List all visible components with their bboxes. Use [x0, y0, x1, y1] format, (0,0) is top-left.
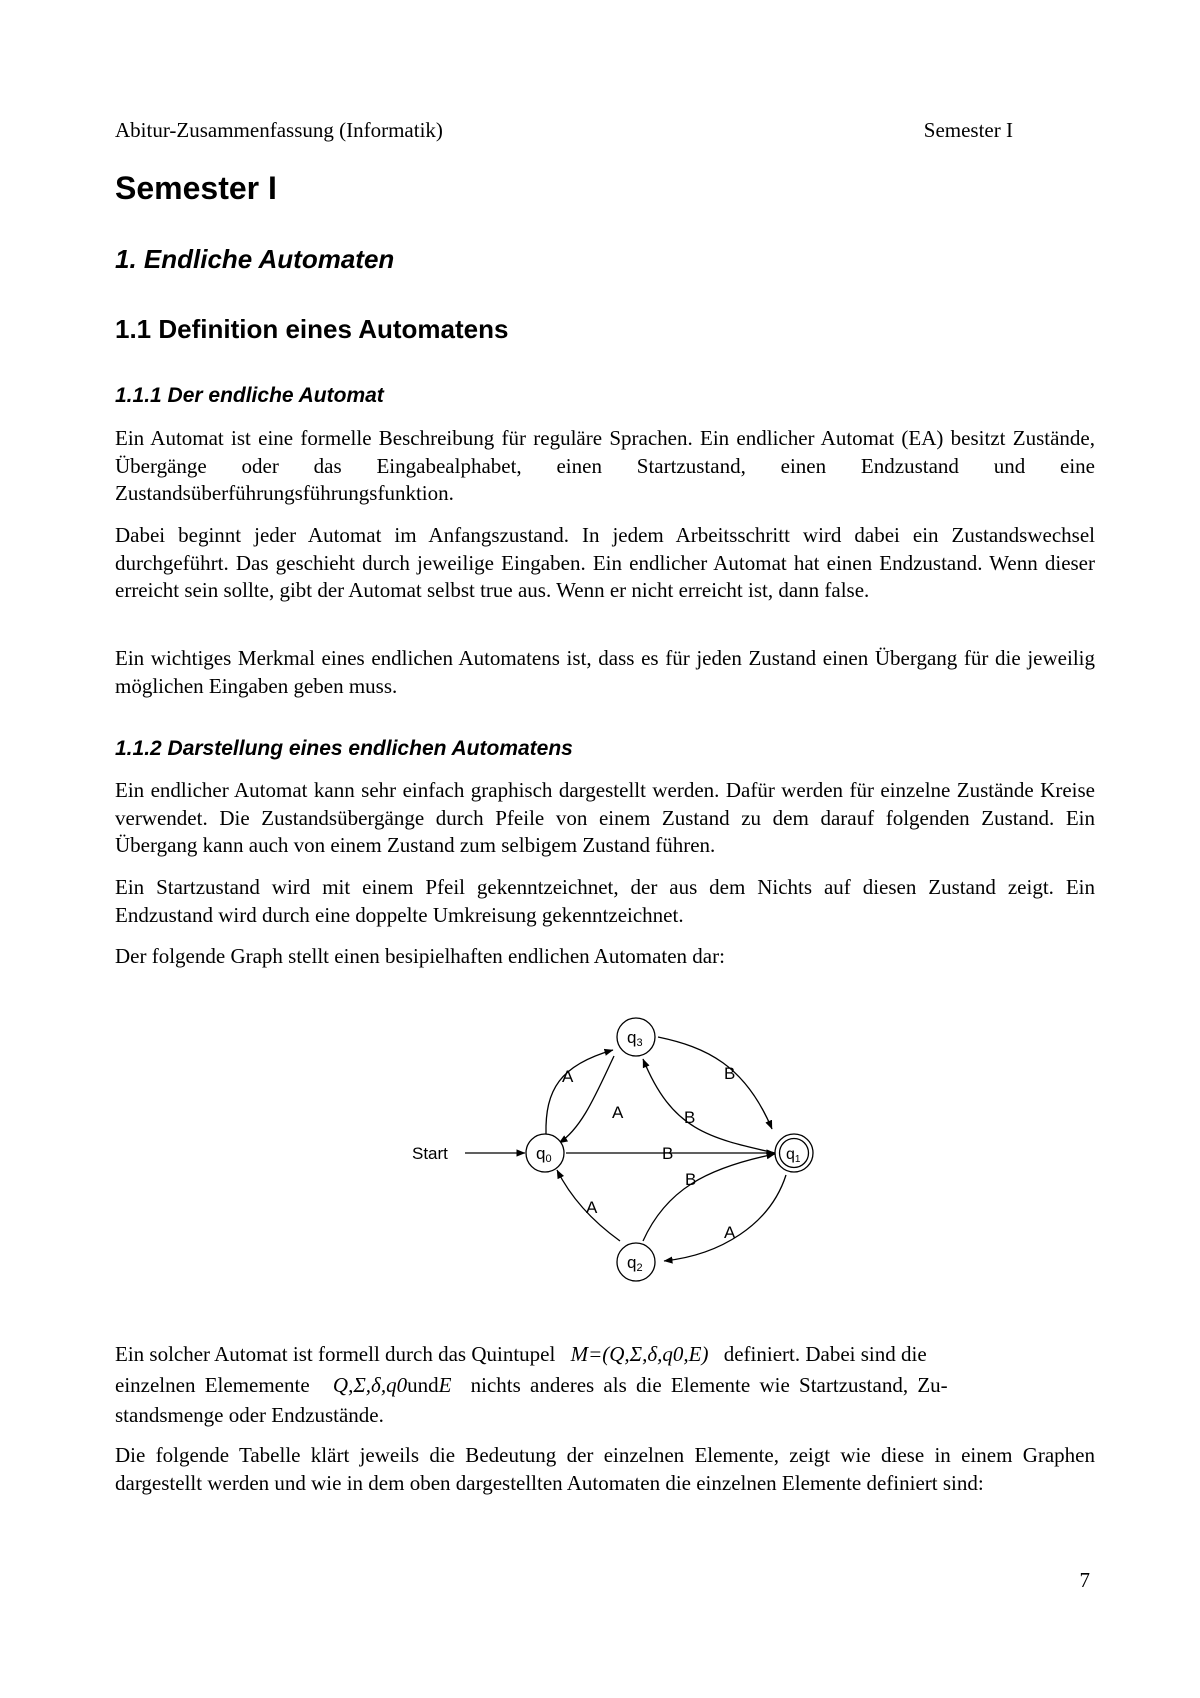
edge-label: B	[724, 1064, 736, 1083]
subsection-heading-1: 1.1.1 Der endliche Automat	[115, 384, 384, 407]
edge-label: B	[684, 1108, 696, 1127]
page-title: Semester I	[115, 170, 277, 206]
paragraph: Ein Automat ist eine formelle Beschreibung für reguläre Sprachen. Ein endlicher Automat (EA) besitzt Zustände, Übergänge oder das Eingabealphabet, einen Startzustand, einen Endzustand und eine Zustandsüberführungsführungsfunktion.	[115, 426, 1095, 505]
edge-label: A	[586, 1198, 598, 1217]
edge-label: B	[685, 1170, 697, 1189]
edge-q1-q3	[643, 1059, 775, 1153]
text: und	[407, 1373, 439, 1397]
edge-q3-q1	[658, 1037, 772, 1129]
paragraph: Die folgende Tabelle klärt jeweils die Bedeutung der einzelnen Elemente, zeigt wie diese in einem Graphen dargestellt werden und wie in dem oben dargestellten Automaten die einzelnen Elemente definiert sind:	[115, 1443, 1095, 1495]
start-label: Start	[412, 1144, 448, 1163]
header-left: Abitur-Zusammenfassung (Informatik)	[115, 118, 443, 142]
state-label: q3	[627, 1028, 643, 1049]
page-number: 7	[1079, 1568, 1090, 1592]
formula-e: E	[438, 1373, 452, 1397]
edge-label: A	[612, 1103, 624, 1122]
formula-line-3: standsmenge oder Endzustände.	[115, 1403, 384, 1427]
automaton-diagram	[400, 995, 840, 1290]
edge-label: A	[724, 1223, 736, 1242]
text: Ein solcher Automat ist formell durch das Quintupel	[115, 1342, 556, 1366]
formula-line-1	[115, 1339, 1095, 1370]
section-heading: 1.1 Definition eines Automatens	[115, 314, 509, 344]
chapter-heading: 1. Endliche Automaten	[115, 244, 395, 274]
header-right: Semester I	[923, 118, 1013, 142]
subsection-heading-2: 1.1.2 Darstellung eines endlichen Automatens	[115, 737, 573, 760]
running-header	[115, 118, 1013, 148]
paragraph: Ein endlicher Automat kann sehr einfach graphisch dargestellt werden. Dafür werden für einzelne Zustände Kreise verwendet. Die Zustandsübergänge durch Pfeile von einem Zustand zu dem darauf folgenden Zustand. Ein Übergang kann auch von einem Zustand zum selbigem Zustand führen.	[115, 778, 1095, 857]
paragraph: Ein Startzustand wird mit einem Pfeil gekenntzeichnet, der aus dem Nichts auf diesen Zustand zeigt. Ein Endzustand wird durch eine doppelte Umkreisung gekenntzeichnet.	[115, 875, 1095, 927]
edge-label: B	[662, 1144, 674, 1163]
formula-line-2	[115, 1370, 1095, 1401]
edge-q1-q2	[664, 1175, 786, 1261]
edge-q2-q1	[643, 1154, 775, 1241]
formula-elements: Q,Σ,δ,q0	[332, 1373, 408, 1397]
state-label: q1	[786, 1146, 801, 1165]
paragraph: Ein wichtiges Merkmal eines endlichen Automatens ist, dass es für jeden Zustand einen Übergang für die jeweilig möglichen Eingaben geben muss.	[115, 646, 1095, 698]
formula-quintuple: M=(Q,Σ,δ,q0,E)	[570, 1342, 709, 1366]
paragraph: Dabei beginnt jeder Automat im Anfangszustand. In jedem Arbeitsschritt wird dabei ein Zustandswechsel durchgeführt. Das geschieht durch jeweilige Eingaben. Ein endlicher Automat hat einen Endzustand. Wenn dieser erreicht sein sollte, gibt der Automat selbst true aus. Wenn er nicht erreicht ist, dann false.	[115, 523, 1095, 602]
text: nichts anderes als die Elemente wie Startzustand, Zu-	[470, 1373, 948, 1397]
paragraph: Der folgende Graph stellt einen besipielhaften endlichen Automaten dar:	[115, 944, 725, 968]
text: definiert. Dabei sind die	[723, 1342, 927, 1366]
state-label: q0	[536, 1144, 552, 1165]
edge-label: A	[562, 1067, 574, 1086]
state-label: q2	[627, 1253, 643, 1274]
text: einzelnen Elememente	[115, 1373, 310, 1397]
